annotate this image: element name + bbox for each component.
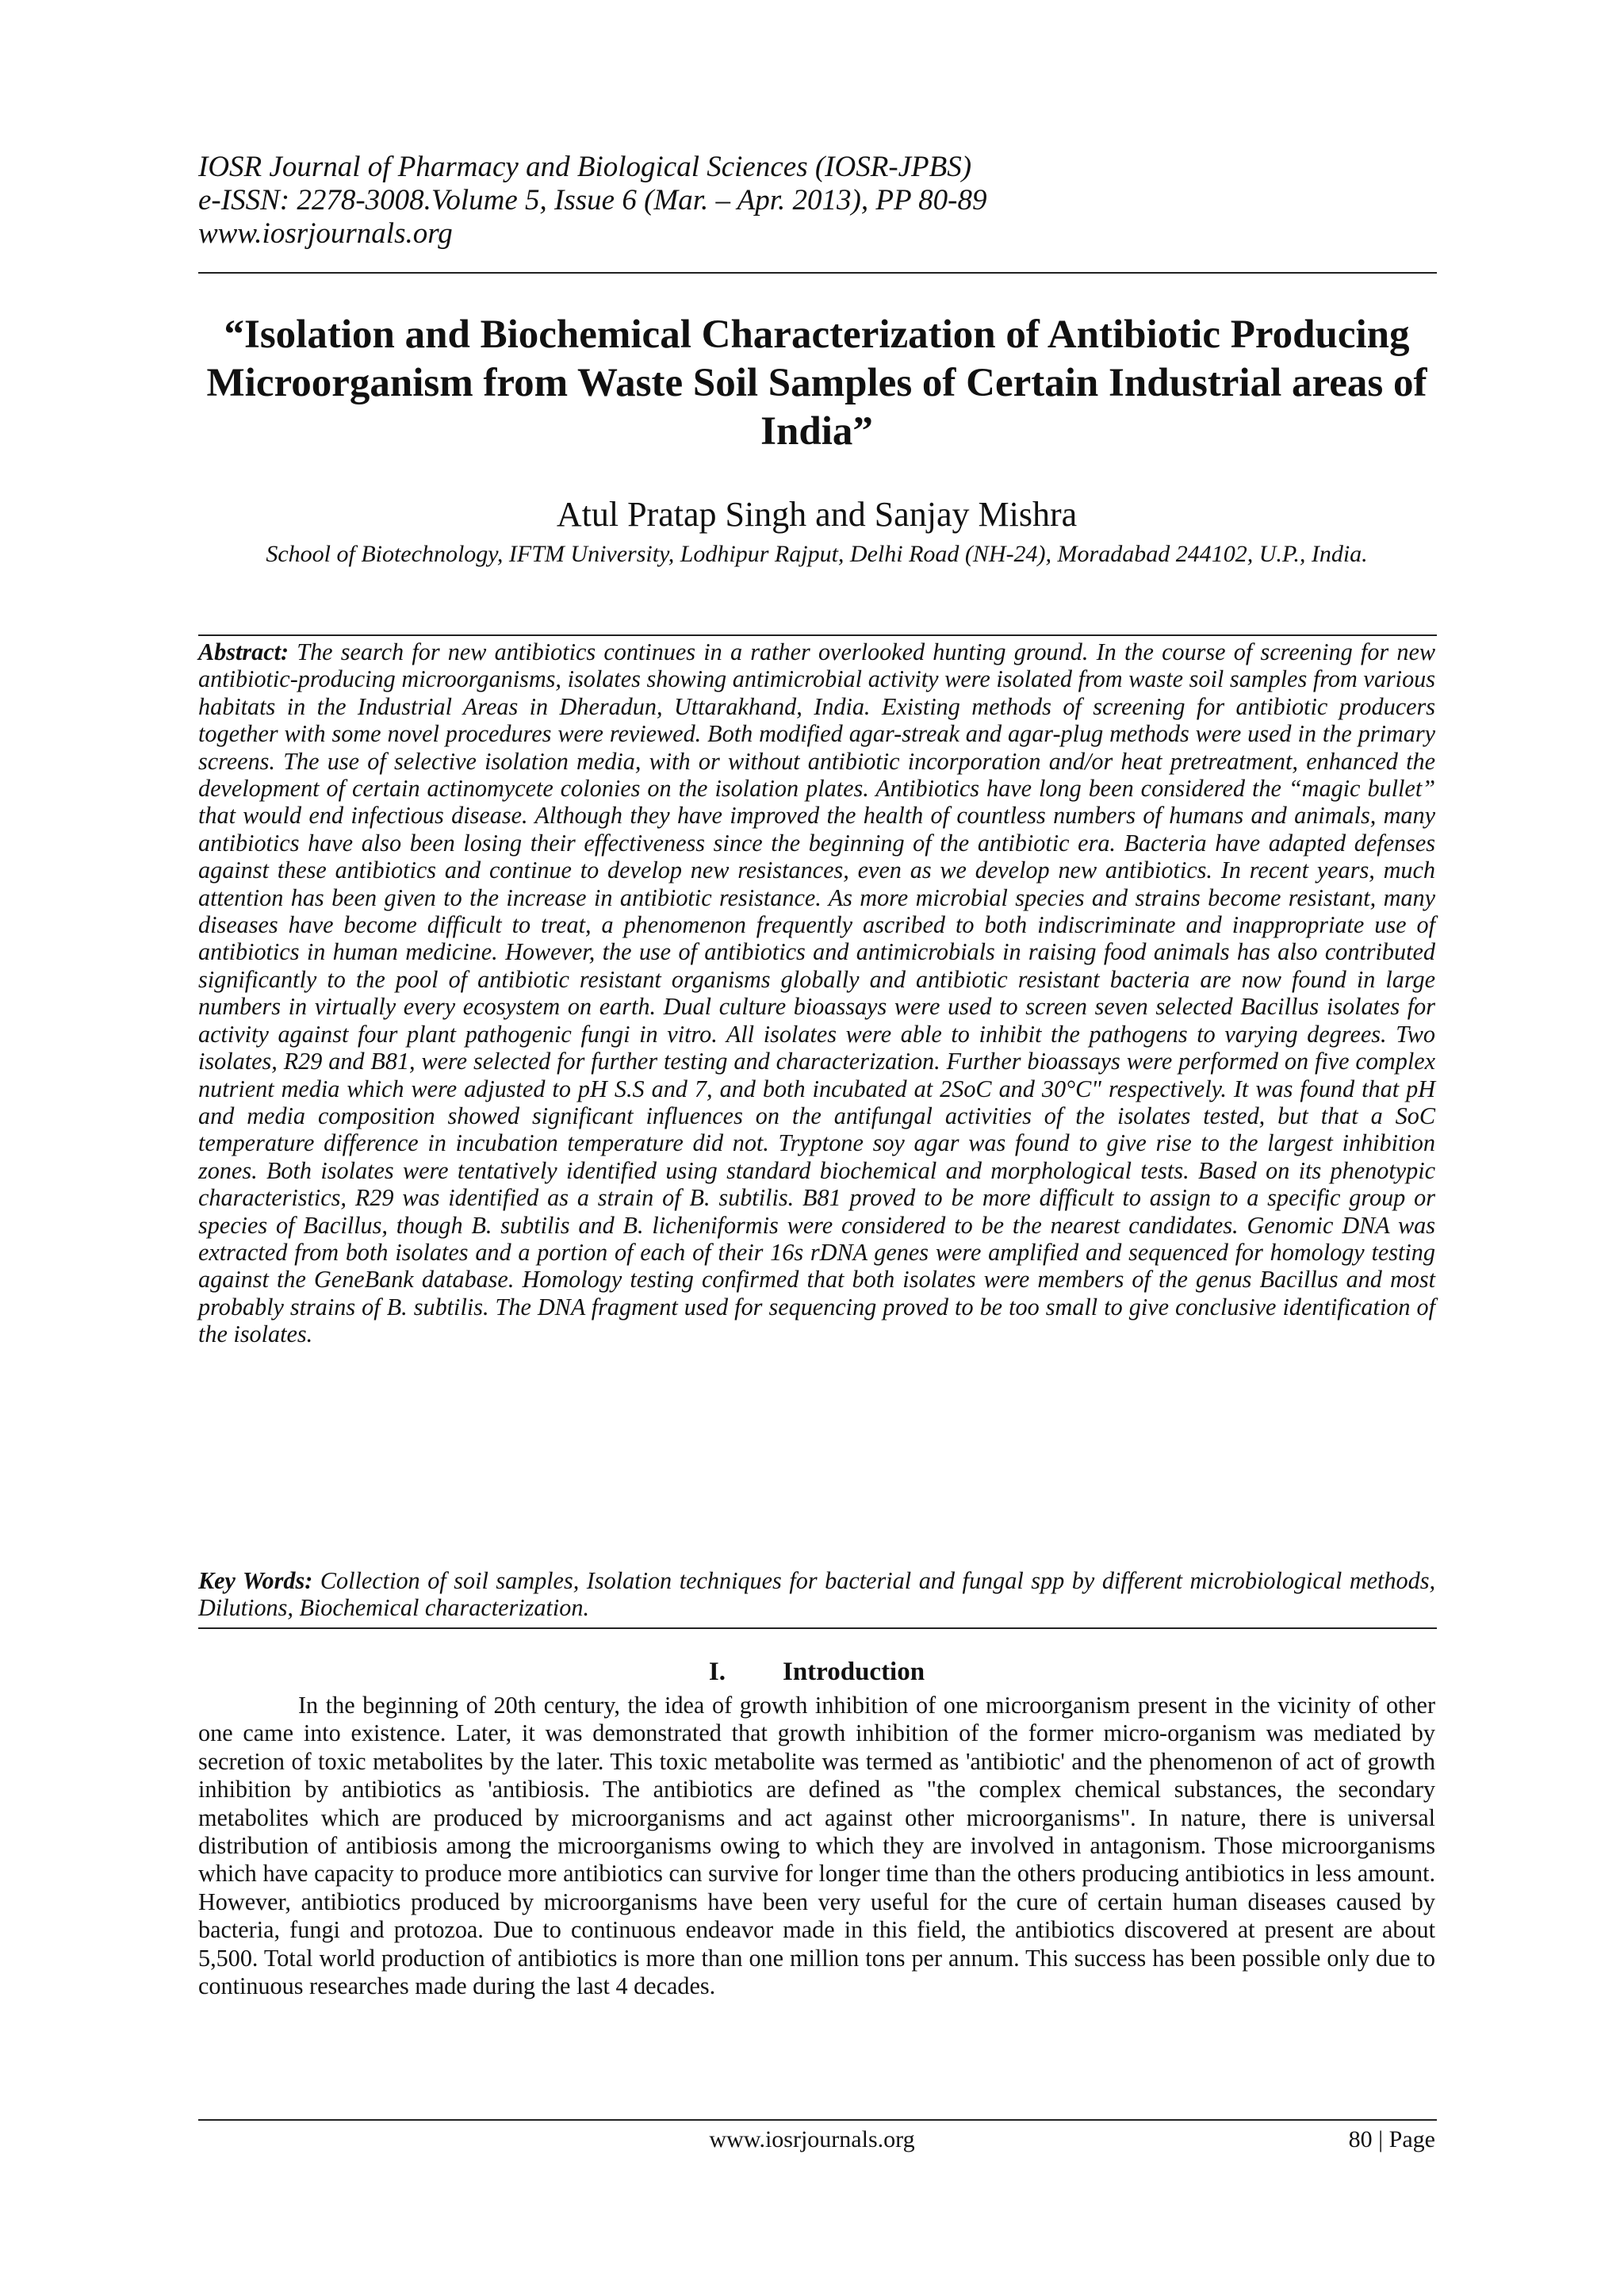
keywords-label: Key Words: — [198, 1567, 313, 1594]
abstract-label: Abstract: — [198, 638, 289, 665]
abstract — [198, 638, 1435, 1348]
footer-page-number: 80 | Page — [1348, 2126, 1435, 2152]
article-authors: Atul Pratap Singh and Sanjay Mishra — [556, 495, 1078, 534]
journal-website[interactable]: www.iosrjournals.org — [198, 217, 453, 250]
keywords — [198, 1567, 1435, 1622]
abstract-bottom-rule — [198, 1627, 1437, 1629]
journal-header — [198, 151, 1435, 251]
introduction-body — [198, 1692, 1435, 2000]
abstract-text: The search for new antibiotics continues in a rather overlooked hunting ground. In the course of screening for new antibiotic-producing microorganisms, isolates showing antimicrobial activity were isolated from waste soil samples from various habitats in the Industrial Areas in Dheradun, Uttarakhand, India. Existing methods of screening for antibiotic producers together with some novel procedures were reviewed. Both modified agar-streak and agar-plug methods were used in the primary screens. The use of selective isolation media, with or without antibiotic incorporation and/or heat pretreatment, enhanced the development of certain actinomycete colonies on the isolation plates. Antibiotics have long been considered the “magic bullet” that would end infectious disease. Although they have improved the health of countless numbers of humans and animals, many antibiotics have also been losing their effectiveness since the beginning of the antibiotic era. Bacteria have adapted defenses against these antibiotics and continue to develop new resistances, even as we develop new antibiotics. In recent years, much attention has been given to the increase in antibiotic resistance. As more microbial species and strains become resistant, many diseases have become difficult to treat, a phenomenon frequently ascribed to both indiscriminate and inappropriate use of antibiotics in human medicine. However, the use of antibiotics and antimicrobials in raising food animals has also contributed significantly to the pool of antibiotic resistant organisms globally and antibiotic resistant bacteria are now found in large numbers in virtually every ecosystem on earth. Dual culture bioassays were used to screen seven selected Bacillus isolates for activity against four plant pathogenic fungi in vitro. All isolates were able to inhibit the pathogens to varying degrees. Two isolates, R29 and B81, were selected for further testing and characterization. Further bioassays were performed on five complex nutrient media which were adjusted to pH S.S and 7, and both incubated at 2SoC and 30°C" respectively. It was found that pH and media composition showed significant influences on the antifungal activities of the isolates tested, but that a SoC temperature difference in incubation temperature did not. Tryptone soy agar was found to give rise to the largest inhibition zones. Both isolates were tentatively identified using standard biochemical and morphological tests. Based on its phenotypic characteristics, R29 was identified as a strain of B. subtilis. B81 proved to be more difficult to assign to a specific group or species of Bacillus, though B. subtilis and B. licheniformis were considered to be the nearest candidates. Genomic DNA was extracted from both isolates and a portion of each of their 16s rDNA genes were amplified and sequenced for homology testing against the GeneBank database. Homology testing confirmed that both isolates were members of the genus Bacillus and most probably strains of B. subtilis. The DNA fragment used for sequencing proved to be too small to give conclusive identification of the isolates. — [198, 638, 1436, 1348]
section-number: I. — [708, 1658, 726, 1686]
section-heading-introduction — [198, 1656, 1435, 1688]
journal-issue: e-ISSN: 2278-3008.Volume 5, Issue 6 (Mar. – Apr. 2013), PP 80-89 — [198, 184, 987, 217]
article-title: “Isolation and Biochemical Characterization of Antibiotic Producing Microorganism from Waste Soil Samples of Certain Industrial areas of India” — [206, 312, 1427, 454]
footer-rule — [198, 2119, 1437, 2121]
introduction-paragraph: In the beginning of 20th century, the idea of growth inhibition of one microorganism present in the vicinity of other one came into existence. Later, it was demonstrated that growth inhibition of the former micro-organism was mediated by secretion of toxic metabolites by the later. This toxic metabolite was termed as 'antibiotic' and the phenomenon of act of growth inhibition by antibiotics as 'antibiosis. The antibiotics are defined as "the complex chemical substances, the secondary metabolites which are produced by microorganisms and act against other microorganisms". In nature, there is universal distribution of antibiosis among the microorganisms owing to which they are involved in antagonism. Those microorganisms which have capacity to produce more antibiotics can survive for longer time than the others producing antibiotics in less amount. However, antibiotics produced by microorganisms have been very useful for the cure of certain human diseases caused by bacteria, fungi and protozoa. Due to continuous endeavor made in this field, the antibiotics discovered at present are about 5,500. Total world production of antibiotics is more than one million tons per annum. This success has been possible only due to continuous researches made during the last 4 decades. — [198, 1692, 1435, 2000]
author-affiliation: School of Biotechnology, IFTM University, Lodhipur Rajput, Delhi Road (NH-24), Moradabad 244102, U.P., India. — [266, 541, 1368, 567]
header-rule — [198, 272, 1437, 274]
abstract-top-rule — [198, 634, 1437, 636]
section-title: Introduction — [782, 1658, 925, 1686]
keywords-text: Collection of soil samples, Isolation techniques for bacterial and fungal spp by different microbiological methods, Dilutions, Biochemical characterization. — [198, 1567, 1435, 1622]
footer-website[interactable]: www.iosrjournals.org — [709, 2126, 915, 2152]
journal-name: IOSR Journal of Pharmacy and Biological Sciences (IOSR-JPBS) — [198, 151, 972, 183]
